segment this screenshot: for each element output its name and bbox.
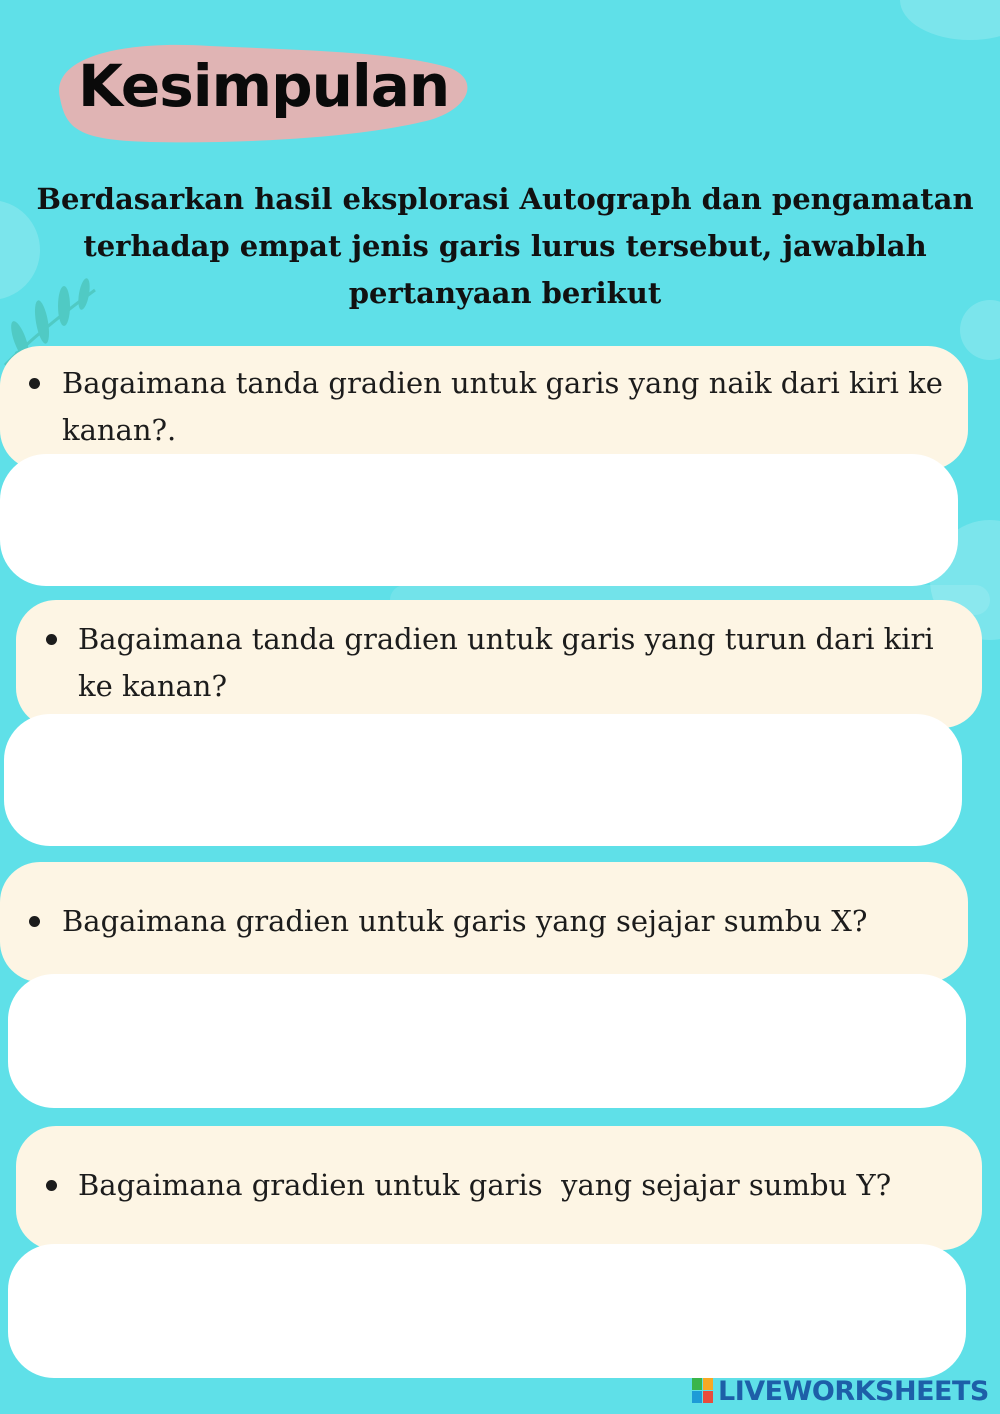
bullet-dot-icon [46,634,57,645]
answer-field[interactable] [8,974,966,1108]
question-text: Bagaimana tanda gradien untuk garis yang turun dari kiri ke kanan? [78,622,934,703]
decor-bubble [900,0,1000,40]
question-text: Bagaimana gradien untuk garis yang sejajar sumbu X? [62,904,868,938]
liveworksheets-logo [692,1374,989,1408]
instruction-text: Berdasarkan hasil eksplorasi Autograph dan pengamatan terhadap empat jenis garis lurus tersebut, jawablah pertanyaan berikut [36,182,974,310]
question-card [0,346,968,470]
question-card [16,1126,982,1250]
answer-field[interactable] [4,714,962,846]
liveworksheets-logo-icon [692,1378,714,1404]
logo-text: LIVEWORKSHEETS [718,1375,989,1407]
question-text: Bagaimana gradien untuk garis yang sejajar sumbu Y? [78,1168,892,1202]
page-title: Kesimpulan [78,52,450,120]
answer-field[interactable] [0,454,958,586]
question-card [16,600,982,728]
answer-field[interactable] [8,1244,966,1378]
bullet-dot-icon [29,916,40,927]
question-text: Bagaimana tanda gradien untuk garis yang naik dari kiri ke kanan?. [62,366,943,447]
bullet-dot-icon [46,1180,57,1191]
question-card [0,862,968,982]
bullet-dot-icon [29,378,40,389]
